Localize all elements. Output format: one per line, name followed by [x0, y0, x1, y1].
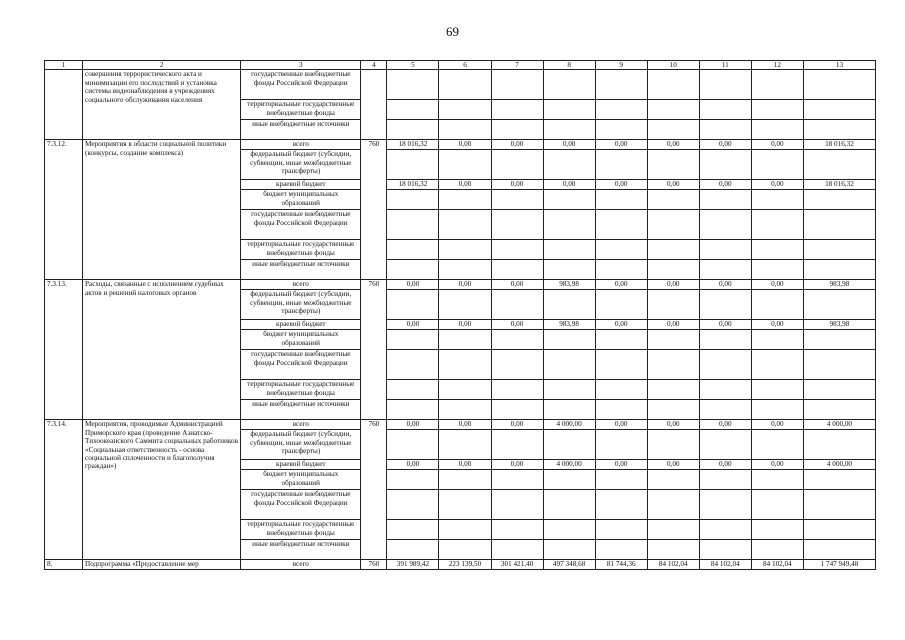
- table-row: [45, 280, 876, 290]
- value-cell: [439, 430, 491, 460]
- funding-source: территориальные государственные внебюджетные фонды: [241, 100, 361, 120]
- value-cell: 0,00: [647, 420, 699, 430]
- value-cell: [803, 190, 875, 210]
- value-cell: [439, 350, 491, 380]
- value-cell: [595, 70, 647, 100]
- value-cell: [439, 120, 491, 140]
- value-cell: [699, 380, 751, 400]
- value-cell: 18 016,32: [387, 180, 439, 190]
- value-cell: 0,00: [699, 320, 751, 330]
- table-body: [45, 61, 876, 570]
- value-cell: [543, 430, 595, 460]
- value-cell: [439, 520, 491, 540]
- table-row: [45, 140, 876, 150]
- value-cell: 223 139,50: [439, 560, 491, 570]
- item-description: Расходы, связанные с исполнением судебных актов и решений налоговых органов: [83, 280, 241, 420]
- funding-source: федеральный бюджет (субсидии, субвенции, иные межбюджетные трансферты): [241, 290, 361, 320]
- value-cell: [491, 70, 543, 100]
- value-cell: [543, 100, 595, 120]
- value-cell: [803, 240, 875, 260]
- value-cell: 0,00: [439, 420, 491, 430]
- value-cell: [543, 290, 595, 320]
- value-cell: 0,00: [595, 460, 647, 470]
- value-cell: [439, 100, 491, 120]
- value-cell: [699, 290, 751, 320]
- value-cell: [751, 430, 803, 460]
- value-cell: [751, 70, 803, 100]
- value-cell: [647, 190, 699, 210]
- value-cell: [647, 540, 699, 560]
- funding-source: краевой бюджет: [241, 460, 361, 470]
- value-cell: [543, 540, 595, 560]
- value-cell: [543, 350, 595, 380]
- value-cell: [699, 490, 751, 520]
- value-cell: 81 744,36: [595, 560, 647, 570]
- value-cell: 0,00: [699, 180, 751, 190]
- value-cell: 983,98: [803, 280, 875, 290]
- value-cell: [491, 260, 543, 280]
- funding-source: всего: [241, 560, 361, 570]
- funding-source: всего: [241, 140, 361, 150]
- value-cell: 0,00: [439, 180, 491, 190]
- funding-source: краевой бюджет: [241, 180, 361, 190]
- value-cell: 0,00: [595, 320, 647, 330]
- value-cell: [803, 490, 875, 520]
- column-number: 13: [803, 61, 875, 70]
- table-row: [45, 70, 876, 100]
- value-cell: [647, 350, 699, 380]
- value-cell: [699, 330, 751, 350]
- value-cell: [647, 210, 699, 240]
- value-cell: [751, 470, 803, 490]
- value-cell: [595, 190, 647, 210]
- value-cell: [491, 380, 543, 400]
- column-number: 12: [751, 61, 803, 70]
- value-cell: [491, 190, 543, 210]
- funding-source: федеральный бюджет (субсидии, субвенции, иные межбюджетные трансферты): [241, 150, 361, 180]
- value-cell: 0,00: [751, 320, 803, 330]
- value-cell: [803, 100, 875, 120]
- funding-source: краевой бюджет: [241, 320, 361, 330]
- column-number: 2: [83, 61, 241, 70]
- column-number: 5: [387, 61, 439, 70]
- value-cell: 983,98: [543, 280, 595, 290]
- value-cell: [387, 380, 439, 400]
- value-cell: 84 102,04: [751, 560, 803, 570]
- value-cell: [751, 240, 803, 260]
- value-cell: [699, 540, 751, 560]
- value-cell: 0,00: [595, 140, 647, 150]
- value-cell: [543, 210, 595, 240]
- value-cell: [699, 120, 751, 140]
- value-cell: 0,00: [491, 140, 543, 150]
- value-cell: [387, 400, 439, 420]
- value-cell: [595, 330, 647, 350]
- value-cell: [387, 240, 439, 260]
- value-cell: 0,00: [491, 420, 543, 430]
- value-cell: [803, 350, 875, 380]
- value-cell: [543, 490, 595, 520]
- funding-source: бюджет муниципальных образований: [241, 330, 361, 350]
- column-number: 4: [361, 61, 387, 70]
- column-4-code: 760: [361, 280, 387, 420]
- value-cell: 0,00: [699, 280, 751, 290]
- value-cell: [439, 210, 491, 240]
- value-cell: [543, 120, 595, 140]
- value-cell: [595, 150, 647, 180]
- value-cell: 0,00: [647, 320, 699, 330]
- value-cell: [647, 70, 699, 100]
- column-number: 9: [595, 61, 647, 70]
- value-cell: [647, 120, 699, 140]
- value-cell: [647, 290, 699, 320]
- value-cell: [647, 470, 699, 490]
- value-cell: [699, 240, 751, 260]
- value-cell: [803, 470, 875, 490]
- value-cell: 0,00: [491, 280, 543, 290]
- value-cell: 0,00: [387, 320, 439, 330]
- value-cell: [543, 70, 595, 100]
- value-cell: 0,00: [647, 460, 699, 470]
- value-cell: [751, 520, 803, 540]
- item-code: 7.3.12.: [45, 140, 83, 280]
- value-cell: [387, 100, 439, 120]
- value-cell: 4 000,00: [543, 420, 595, 430]
- value-cell: 983,98: [803, 320, 875, 330]
- item-code-cell: [45, 70, 83, 140]
- value-cell: [439, 290, 491, 320]
- value-cell: 301 421,40: [491, 560, 543, 570]
- value-cell: [751, 150, 803, 180]
- value-cell: [699, 470, 751, 490]
- value-cell: [595, 490, 647, 520]
- value-cell: 18 016,32: [803, 140, 875, 150]
- value-cell: [803, 380, 875, 400]
- value-cell: 0,00: [387, 420, 439, 430]
- value-cell: [595, 400, 647, 420]
- value-cell: [751, 490, 803, 520]
- value-cell: 0,00: [647, 280, 699, 290]
- value-cell: [491, 470, 543, 490]
- value-cell: [543, 400, 595, 420]
- value-cell: [387, 290, 439, 320]
- value-cell: [751, 380, 803, 400]
- value-cell: 983,98: [543, 320, 595, 330]
- value-cell: [439, 540, 491, 560]
- value-cell: [595, 120, 647, 140]
- value-cell: [491, 430, 543, 460]
- column-4-code: 760: [361, 560, 387, 570]
- value-cell: [699, 70, 751, 100]
- value-cell: [439, 400, 491, 420]
- value-cell: 0,00: [387, 280, 439, 290]
- value-cell: [543, 380, 595, 400]
- value-cell: [647, 150, 699, 180]
- value-cell: [699, 260, 751, 280]
- value-cell: [543, 190, 595, 210]
- value-cell: [491, 520, 543, 540]
- value-cell: [387, 150, 439, 180]
- value-cell: [595, 350, 647, 380]
- value-cell: [387, 70, 439, 100]
- value-cell: 84 102,04: [699, 560, 751, 570]
- value-cell: 0,00: [543, 140, 595, 150]
- funding-source: иные внебюджетные источники: [241, 260, 361, 280]
- column-4-code: 760: [361, 140, 387, 280]
- value-cell: [387, 430, 439, 460]
- value-cell: [647, 430, 699, 460]
- value-cell: 0,00: [699, 420, 751, 430]
- value-cell: [543, 330, 595, 350]
- funding-source: государственные внебюджетные фонды Российской Федерации: [241, 490, 361, 520]
- value-cell: [595, 260, 647, 280]
- value-cell: [387, 190, 439, 210]
- funding-source: бюджет муниципальных образований: [241, 190, 361, 210]
- item-code: 7.3.14.: [45, 420, 83, 560]
- funding-source: бюджет муниципальных образований: [241, 470, 361, 490]
- funding-source: всего: [241, 420, 361, 430]
- value-cell: [803, 70, 875, 100]
- value-cell: [543, 520, 595, 540]
- value-cell: [699, 520, 751, 540]
- value-cell: [491, 330, 543, 350]
- value-cell: 84 102,04: [647, 560, 699, 570]
- value-cell: [387, 260, 439, 280]
- column-4-cell: [361, 70, 387, 140]
- column-4-code: 760: [361, 420, 387, 560]
- value-cell: [803, 120, 875, 140]
- value-cell: [387, 470, 439, 490]
- value-cell: 1 747 949,48: [803, 560, 875, 570]
- value-cell: [439, 190, 491, 210]
- value-cell: [699, 190, 751, 210]
- value-cell: [491, 540, 543, 560]
- value-cell: [595, 430, 647, 460]
- value-cell: [803, 520, 875, 540]
- value-cell: 497 348,68: [543, 560, 595, 570]
- value-cell: 0,00: [751, 280, 803, 290]
- funding-source: иные внебюджетные источники: [241, 540, 361, 560]
- value-cell: [647, 260, 699, 280]
- value-cell: [387, 540, 439, 560]
- value-cell: 0,00: [751, 180, 803, 190]
- value-cell: [803, 290, 875, 320]
- value-cell: [803, 260, 875, 280]
- value-cell: 0,00: [751, 420, 803, 430]
- value-cell: [595, 540, 647, 560]
- value-cell: [387, 520, 439, 540]
- value-cell: [751, 350, 803, 380]
- column-number: 6: [439, 61, 491, 70]
- value-cell: 0,00: [751, 460, 803, 470]
- value-cell: [803, 210, 875, 240]
- value-cell: 0,00: [751, 140, 803, 150]
- value-cell: [491, 240, 543, 260]
- value-cell: [595, 240, 647, 260]
- value-cell: [699, 430, 751, 460]
- value-cell: [647, 240, 699, 260]
- value-cell: [439, 380, 491, 400]
- value-cell: [439, 150, 491, 180]
- value-cell: [803, 400, 875, 420]
- value-cell: 0,00: [595, 180, 647, 190]
- value-cell: [491, 210, 543, 240]
- value-cell: [543, 470, 595, 490]
- value-cell: 0,00: [387, 460, 439, 470]
- funding-source: иные внебюджетные источники: [241, 120, 361, 140]
- item-description: Мероприятия в области социальной политики (конкурсы, создание комплекса): [83, 140, 241, 280]
- value-cell: 0,00: [491, 460, 543, 470]
- value-cell: 0,00: [543, 180, 595, 190]
- funding-source: территориальные государственные внебюджетные фонды: [241, 240, 361, 260]
- value-cell: [491, 400, 543, 420]
- value-cell: [439, 470, 491, 490]
- funding-source: территориальные государственные внебюджетные фонды: [241, 520, 361, 540]
- item-description: Подпрограмма «Предоставление мер: [83, 560, 241, 570]
- value-cell: 0,00: [439, 280, 491, 290]
- item-description: совершения террористического акта и минимизации его последствий и установка системы видеонаблюдения в учреждениях социального обслуживания населения: [83, 70, 241, 140]
- value-cell: [387, 350, 439, 380]
- value-cell: [491, 290, 543, 320]
- value-cell: [751, 190, 803, 210]
- funding-source: государственные внебюджетные фонды Российской Федерации: [241, 210, 361, 240]
- value-cell: [699, 150, 751, 180]
- value-cell: 391 989,42: [387, 560, 439, 570]
- column-number: 10: [647, 61, 699, 70]
- table-row: [45, 560, 876, 570]
- value-cell: 4 000,00: [803, 460, 875, 470]
- value-cell: [595, 100, 647, 120]
- value-cell: 4 000,00: [803, 420, 875, 430]
- value-cell: [595, 380, 647, 400]
- item-description: Мероприятия, проводимые Администрацией Приморского края (проведение Азиатско-Тихоокеанского Саммита социальных работников «Социальная ответственность - основа социальной сплоченности и благополучия граждан»): [83, 420, 241, 560]
- value-cell: 0,00: [491, 180, 543, 190]
- funding-source: федеральный бюджет (субсидии, субвенции, иные межбюджетные трансферты): [241, 430, 361, 460]
- value-cell: [439, 260, 491, 280]
- value-cell: [751, 400, 803, 420]
- value-cell: [647, 380, 699, 400]
- value-cell: [699, 100, 751, 120]
- value-cell: [803, 540, 875, 560]
- value-cell: [543, 260, 595, 280]
- value-cell: 0,00: [439, 140, 491, 150]
- value-cell: 0,00: [439, 320, 491, 330]
- item-code: 8.: [45, 560, 83, 570]
- column-number: 11: [699, 61, 751, 70]
- value-cell: [699, 350, 751, 380]
- value-cell: 0,00: [647, 140, 699, 150]
- value-cell: 18 016,32: [387, 140, 439, 150]
- value-cell: [803, 330, 875, 350]
- value-cell: 0,00: [595, 280, 647, 290]
- funding-source: государственные внебюджетные фонды Российской Федерации: [241, 350, 361, 380]
- value-cell: [751, 100, 803, 120]
- value-cell: [595, 470, 647, 490]
- value-cell: [699, 210, 751, 240]
- value-cell: [491, 100, 543, 120]
- value-cell: [387, 490, 439, 520]
- value-cell: [491, 120, 543, 140]
- value-cell: [439, 490, 491, 520]
- funding-source: иные внебюджетные источники: [241, 400, 361, 420]
- value-cell: [439, 240, 491, 260]
- page-number: 69: [446, 24, 459, 39]
- value-cell: 4 000,00: [543, 460, 595, 470]
- value-cell: [491, 350, 543, 380]
- value-cell: [595, 290, 647, 320]
- column-number-row: [45, 61, 876, 70]
- value-cell: 0,00: [595, 420, 647, 430]
- value-cell: [647, 520, 699, 540]
- value-cell: [751, 330, 803, 350]
- value-cell: [751, 210, 803, 240]
- value-cell: 0,00: [699, 140, 751, 150]
- column-number: 1: [45, 61, 83, 70]
- value-cell: [647, 490, 699, 520]
- value-cell: [543, 150, 595, 180]
- value-cell: [387, 330, 439, 350]
- value-cell: [543, 240, 595, 260]
- value-cell: [699, 400, 751, 420]
- value-cell: [647, 330, 699, 350]
- value-cell: 0,00: [439, 460, 491, 470]
- funding-source: всего: [241, 280, 361, 290]
- budget-table: [44, 60, 876, 570]
- value-cell: [751, 540, 803, 560]
- value-cell: 0,00: [491, 320, 543, 330]
- value-cell: [387, 210, 439, 240]
- value-cell: [751, 120, 803, 140]
- value-cell: [387, 120, 439, 140]
- column-number: 8: [543, 61, 595, 70]
- value-cell: [491, 490, 543, 520]
- value-cell: [647, 100, 699, 120]
- column-number: 7: [491, 61, 543, 70]
- value-cell: [595, 210, 647, 240]
- value-cell: [647, 400, 699, 420]
- funding-source: территориальные государственные внебюджетные фонды: [241, 380, 361, 400]
- value-cell: [751, 290, 803, 320]
- table-row: [45, 420, 876, 430]
- value-cell: 0,00: [647, 180, 699, 190]
- value-cell: 18 016,32: [803, 180, 875, 190]
- funding-source: государственные внебюджетные фонды Российской Федерации: [241, 70, 361, 100]
- value-cell: [595, 520, 647, 540]
- column-number: 3: [241, 61, 361, 70]
- value-cell: [439, 70, 491, 100]
- value-cell: [751, 260, 803, 280]
- value-cell: [491, 150, 543, 180]
- value-cell: 0,00: [699, 460, 751, 470]
- value-cell: [803, 430, 875, 460]
- value-cell: [439, 330, 491, 350]
- value-cell: [803, 150, 875, 180]
- item-code: 7.3.13.: [45, 280, 83, 420]
